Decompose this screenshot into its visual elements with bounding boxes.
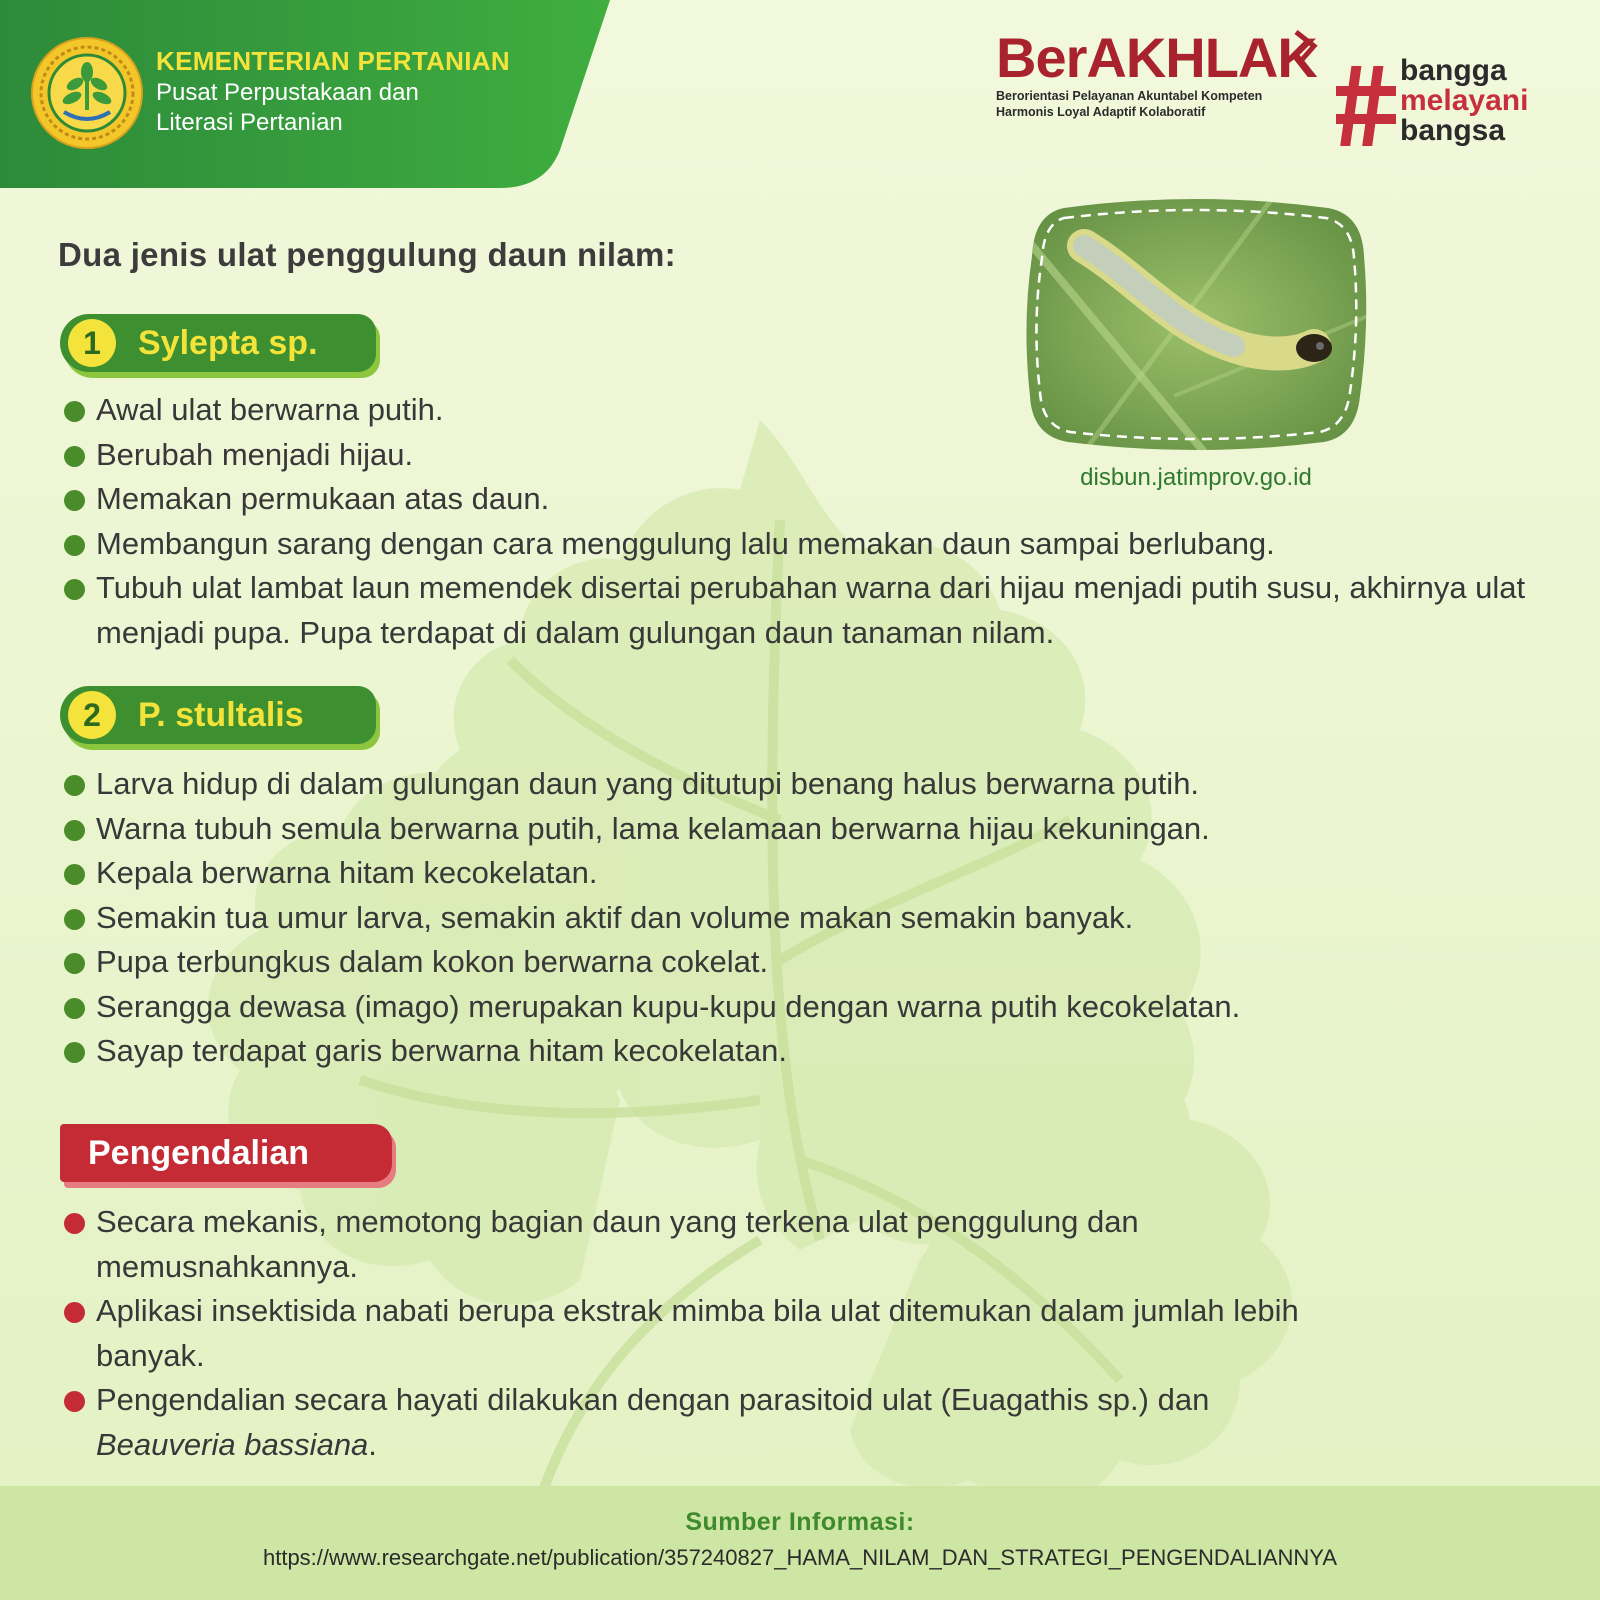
list-item: Warna tubuh semula berwarna putih, lama kelamaan berwarna hijau kekuningan. <box>60 807 1540 852</box>
unit-line-1: Pusat Perpustakaan dan <box>156 79 419 106</box>
species-1-name: Sylepta sp. <box>138 323 318 362</box>
unit-line-2: Literasi Pertanian <box>156 109 343 136</box>
control-point-3-end: . <box>368 1426 377 1462</box>
tagline-bangsa: bangsa <box>1400 114 1506 147</box>
species-1-list <box>60 388 1540 655</box>
list-item: Pupa terbungkus dalam kokon berwarna cokelat. <box>60 940 1540 985</box>
list-item: Larva hidup di dalam gulungan daun yang ditutupi benang halus berwarna putih. <box>60 762 1540 807</box>
ministry-name: KEMENTERIAN PERTANIAN <box>156 46 510 76</box>
species-1-number: 1 <box>68 319 116 367</box>
berakhlak-wordmark: BerAKHLAK <box>996 26 1317 89</box>
list-item: Tubuh ulat lambat laun memendek disertai perubahan warna dari hijau menjadi putih susu, akhirnya ulat menjadi pupa. Pupa terdapat di dalam gulungan daun tanaman nilam. <box>60 566 1540 655</box>
list-item: Semakin tua umur larva, semakin aktif dan volume makan semakin banyak. <box>60 896 1540 941</box>
species-2-list <box>60 762 1540 1074</box>
footer-source <box>0 1486 1600 1600</box>
list-item: Sayap terdapat garis berwarna hitam kecokelatan. <box>60 1029 1540 1074</box>
list-item: Secara mekanis, memotong bagian daun yang terkena ulat penggulung dan memusnahkannya. <box>60 1200 1320 1289</box>
control-list <box>60 1200 1320 1467</box>
source-title: Sumber Informasi: <box>685 1508 915 1536</box>
photo-credit: disbun.jatimprov.go.id <box>1080 464 1312 491</box>
intro-heading: Dua jenis ulat penggulung daun nilam: <box>58 236 676 273</box>
species-1-header <box>60 314 376 372</box>
species-2-number: 2 <box>68 691 116 739</box>
list-item <box>60 1378 1320 1467</box>
berakhlak-subtitle-1: Berorientasi Pelayanan Akuntabel Kompeten <box>996 89 1263 103</box>
control-point-3-text: Pengendalian secara hayati dilakukan dengan parasitoid ulat (Euagathis sp.) dan <box>96 1382 1210 1417</box>
control-point-3-species: Beauveria bassiana <box>96 1426 369 1462</box>
list-item: Membangun sarang dengan cara menggulung lalu memakan daun sampai berlubang. <box>60 522 1540 567</box>
species-2-name: P. stultalis <box>138 695 304 734</box>
tagline-bangga: bangga <box>1400 54 1507 87</box>
list-item: Serangga dewasa (imago) merupakan kupu-kupu dengan warna putih kecokelatan. <box>60 985 1540 1030</box>
list-item: Awal ulat berwarna putih. <box>60 388 1540 433</box>
control-header: Pengendalian <box>60 1124 392 1182</box>
source-url: https://www.researchgate.net/publication/357240827_HAMA_NILAM_DAN_STRATEGI_PENGENDALIANNYA <box>262 1545 1337 1570</box>
list-item: Memakan permukaan atas daun. <box>60 477 1540 522</box>
list-item: Berubah menjadi hijau. <box>60 433 1540 478</box>
tagline-melayani: melayani <box>1400 84 1529 117</box>
species-2-header <box>60 686 376 744</box>
list-item: Kepala berwarna hitam kecokelatan. <box>60 851 1540 896</box>
berakhlak-subtitle-2: Harmonis Loyal Adaptif Kolaboratif <box>996 105 1206 119</box>
list-item: Aplikasi insektisida nabati berupa ekstrak mimba bila ulat ditemukan dalam jumlah lebih banyak. <box>60 1289 1320 1378</box>
